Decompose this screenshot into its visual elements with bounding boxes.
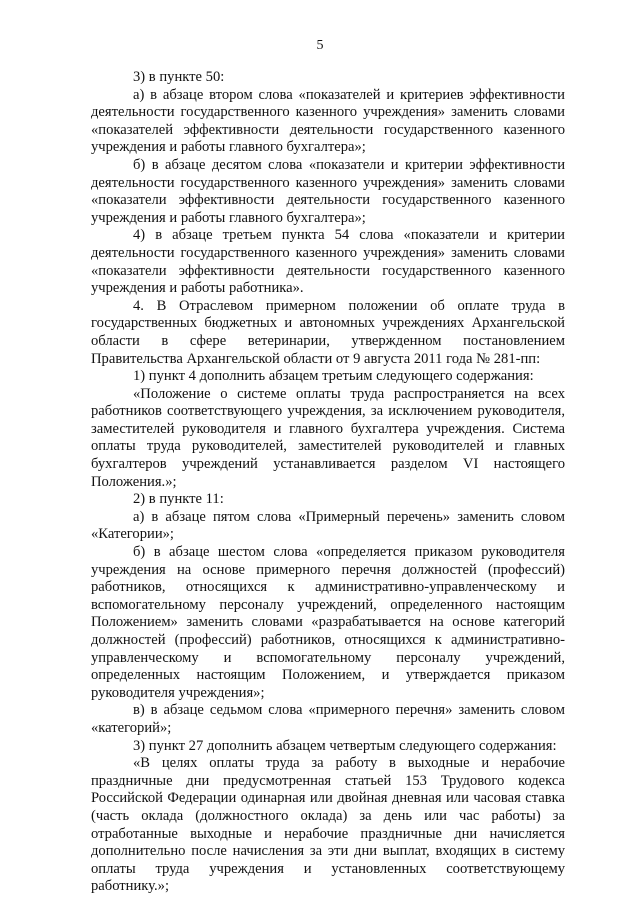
- paragraph-subitem-b-sixth: б) в абзаце шестом слова «определяется приказом руководителя учреждения на основе примерного перечня должностей (профессий) работников, относящихся к административно-управленческому и вспомогательному персоналу учреждений, определенного настоящим Положением» заменить словами «разрабатывается на основе категорий должностей (профессий) работников, относящихся к административно-управленческому и вспомогательному персоналу учреждений, определенных настоящим Положением, и утверждается приказом руководителя учреждения»;: [91, 544, 565, 701]
- paragraph-quote-holiday-pay: «В целях оплаты труда за работу в выходные и нерабочие праздничные дни предусмотренная статьей 153 Трудового кодекса Российской Федерации одинарная или двойная дневная или часовая ставка (часть оклада (должностного оклада) за день или час работы) за отработанные выходные и нерабочие праздничные дни начисляется дополнительно после начисления за эти дни выплат, входящих в систему оплаты труда учреждения и установленных соответствующему работнику.»;: [91, 755, 565, 895]
- page-number: 5: [316, 38, 324, 53]
- paragraph-item-3-point-27: 3) пункт 27 дополнить абзацем четвертым следующего содержания:: [133, 737, 557, 754]
- paragraph-subitem-a-fifth: а) в абзаце пятом слова «Примерный перечень» заменить словом «Категории»;: [91, 508, 565, 543]
- paragraph-subitem-a: а) в абзаце втором слова «показателей и критериев эффективности деятельности государственного казенного учреждения» заменить словами «показателей эффективности деятельности государственного казенного учреждения и работы главного бухгалтера»;: [91, 86, 565, 156]
- paragraph-item-4-point-54: 4) в абзаце третьем пункта 54 слова «показатели и критерии деятельности государственного казенного учреждения» заменить словами «показатели эффективности деятельности государственного казенного учреждения и работы работника».: [91, 227, 565, 297]
- paragraph-section-4: 4. В Отраслевом примерном положении об оплате труда в государственных бюджетных и автономных учреждениях Архангельской области в сфере ветеринарии, утвержденном постановлением Правительства Архангельской области от 9 августа 2011 года № 281-пп:: [91, 297, 565, 367]
- paragraph-subitem-v-seventh: в) в абзаце седьмом слова «примерного перечня» заменить словом «категорий»;: [91, 702, 565, 736]
- paragraph-subitem-b: б) в абзаце десятом слова «показатели и критерии эффективности деятельности государственного казенного учреждения» заменить словами «показатели эффективности деятельности государственного казенного учреждения и работы главного бухгалтера»;: [91, 156, 565, 226]
- paragraph-item-3-point-50: 3) в пункте 50:: [133, 69, 225, 85]
- paragraph-quote-pay-system: «Положение о системе оплаты труда распространяется на всех работников соответствующего учреждения, за исключением руководителя, заместителей руководителя и главного бухгалтера учреждения. Система оплаты труда руководителей, заместителей руководителей и главных бухгалтеров учреждений устанавливается разделом VI настоящего Положения.»;: [91, 385, 565, 490]
- paragraph-item-1-point-4: 1) пункт 4 дополнить абзацем третьим следующего содержания:: [133, 368, 534, 385]
- paragraph-item-2-point-11: 2) в пункте 11:: [133, 491, 224, 508]
- document-body: [91, 69, 565, 896]
